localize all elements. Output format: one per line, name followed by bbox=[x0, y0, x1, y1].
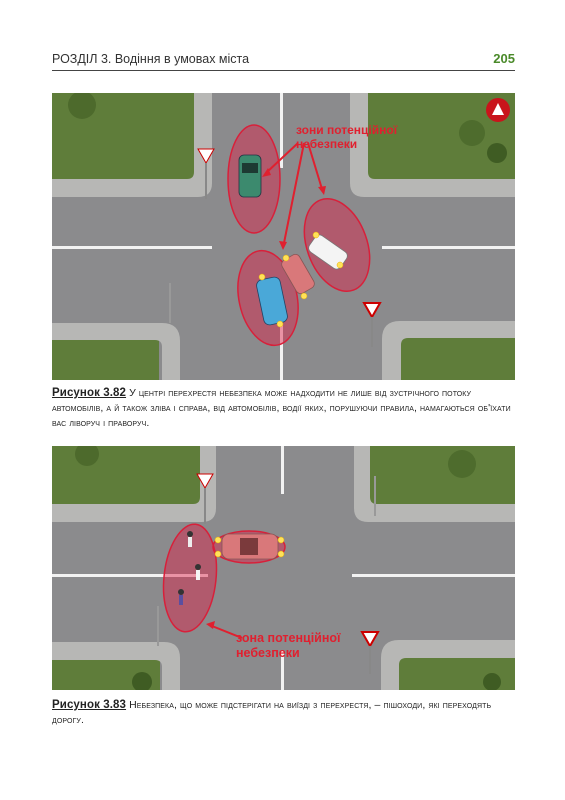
sign-pole bbox=[157, 606, 159, 646]
figure-3-83-caption bbox=[52, 698, 517, 728]
figure-3-82-caption bbox=[52, 386, 517, 431]
grass-bottom-left bbox=[52, 340, 159, 380]
zone-label-line1: зона потенційної bbox=[236, 631, 341, 645]
sign-pole bbox=[205, 163, 207, 199]
caption-text: У центрі перехрестя небезпека може надходити не лише від зустрічного потоку автомобілів, а й також зліва і справа, від автомобілів, водії яких, порушуючи правила, намагаються об'їхати вас ліворуч і праворуч. bbox=[52, 387, 511, 429]
figure-3-82-illustration bbox=[52, 93, 515, 380]
intersection-scene-2 bbox=[52, 446, 515, 690]
center-line-left bbox=[52, 246, 212, 249]
grass-bottom-right bbox=[401, 338, 515, 380]
grass-top-right bbox=[370, 446, 515, 504]
zone-label-line2: небезпеки bbox=[236, 646, 300, 660]
tree bbox=[448, 450, 476, 478]
sign-pole bbox=[369, 646, 371, 674]
caption-text: Небезпека, що може підстерігати на виїзді з перехрестя, – пішоходи, які переходять дорогу. bbox=[52, 699, 492, 726]
center-line-right bbox=[382, 246, 515, 249]
intersection-scene-1 bbox=[52, 93, 515, 380]
sign-pole bbox=[169, 283, 171, 323]
page-number: 205 bbox=[493, 51, 515, 66]
sign-pole bbox=[204, 488, 206, 524]
tree bbox=[487, 143, 507, 163]
center-line-top bbox=[281, 446, 284, 494]
page-header bbox=[52, 50, 515, 71]
sign-pole bbox=[374, 476, 376, 516]
car-window bbox=[242, 163, 258, 173]
center-line-right bbox=[352, 574, 515, 577]
zone-label-line1: зони потенційної bbox=[296, 123, 398, 137]
caption-label: Рисунок 3.83 bbox=[52, 699, 127, 711]
grass-top-left bbox=[52, 446, 200, 504]
car-green bbox=[239, 155, 261, 197]
zone-label-line2: небезпеки bbox=[296, 137, 358, 151]
chapter-title: РОЗДІЛ 3. Водіння в умовах міста bbox=[52, 52, 250, 66]
caption-label: Рисунок 3.82 bbox=[52, 387, 127, 399]
sign-pole bbox=[371, 317, 373, 347]
figure-3-83-illustration bbox=[52, 446, 515, 690]
car-window bbox=[240, 538, 258, 555]
tree bbox=[459, 120, 485, 146]
